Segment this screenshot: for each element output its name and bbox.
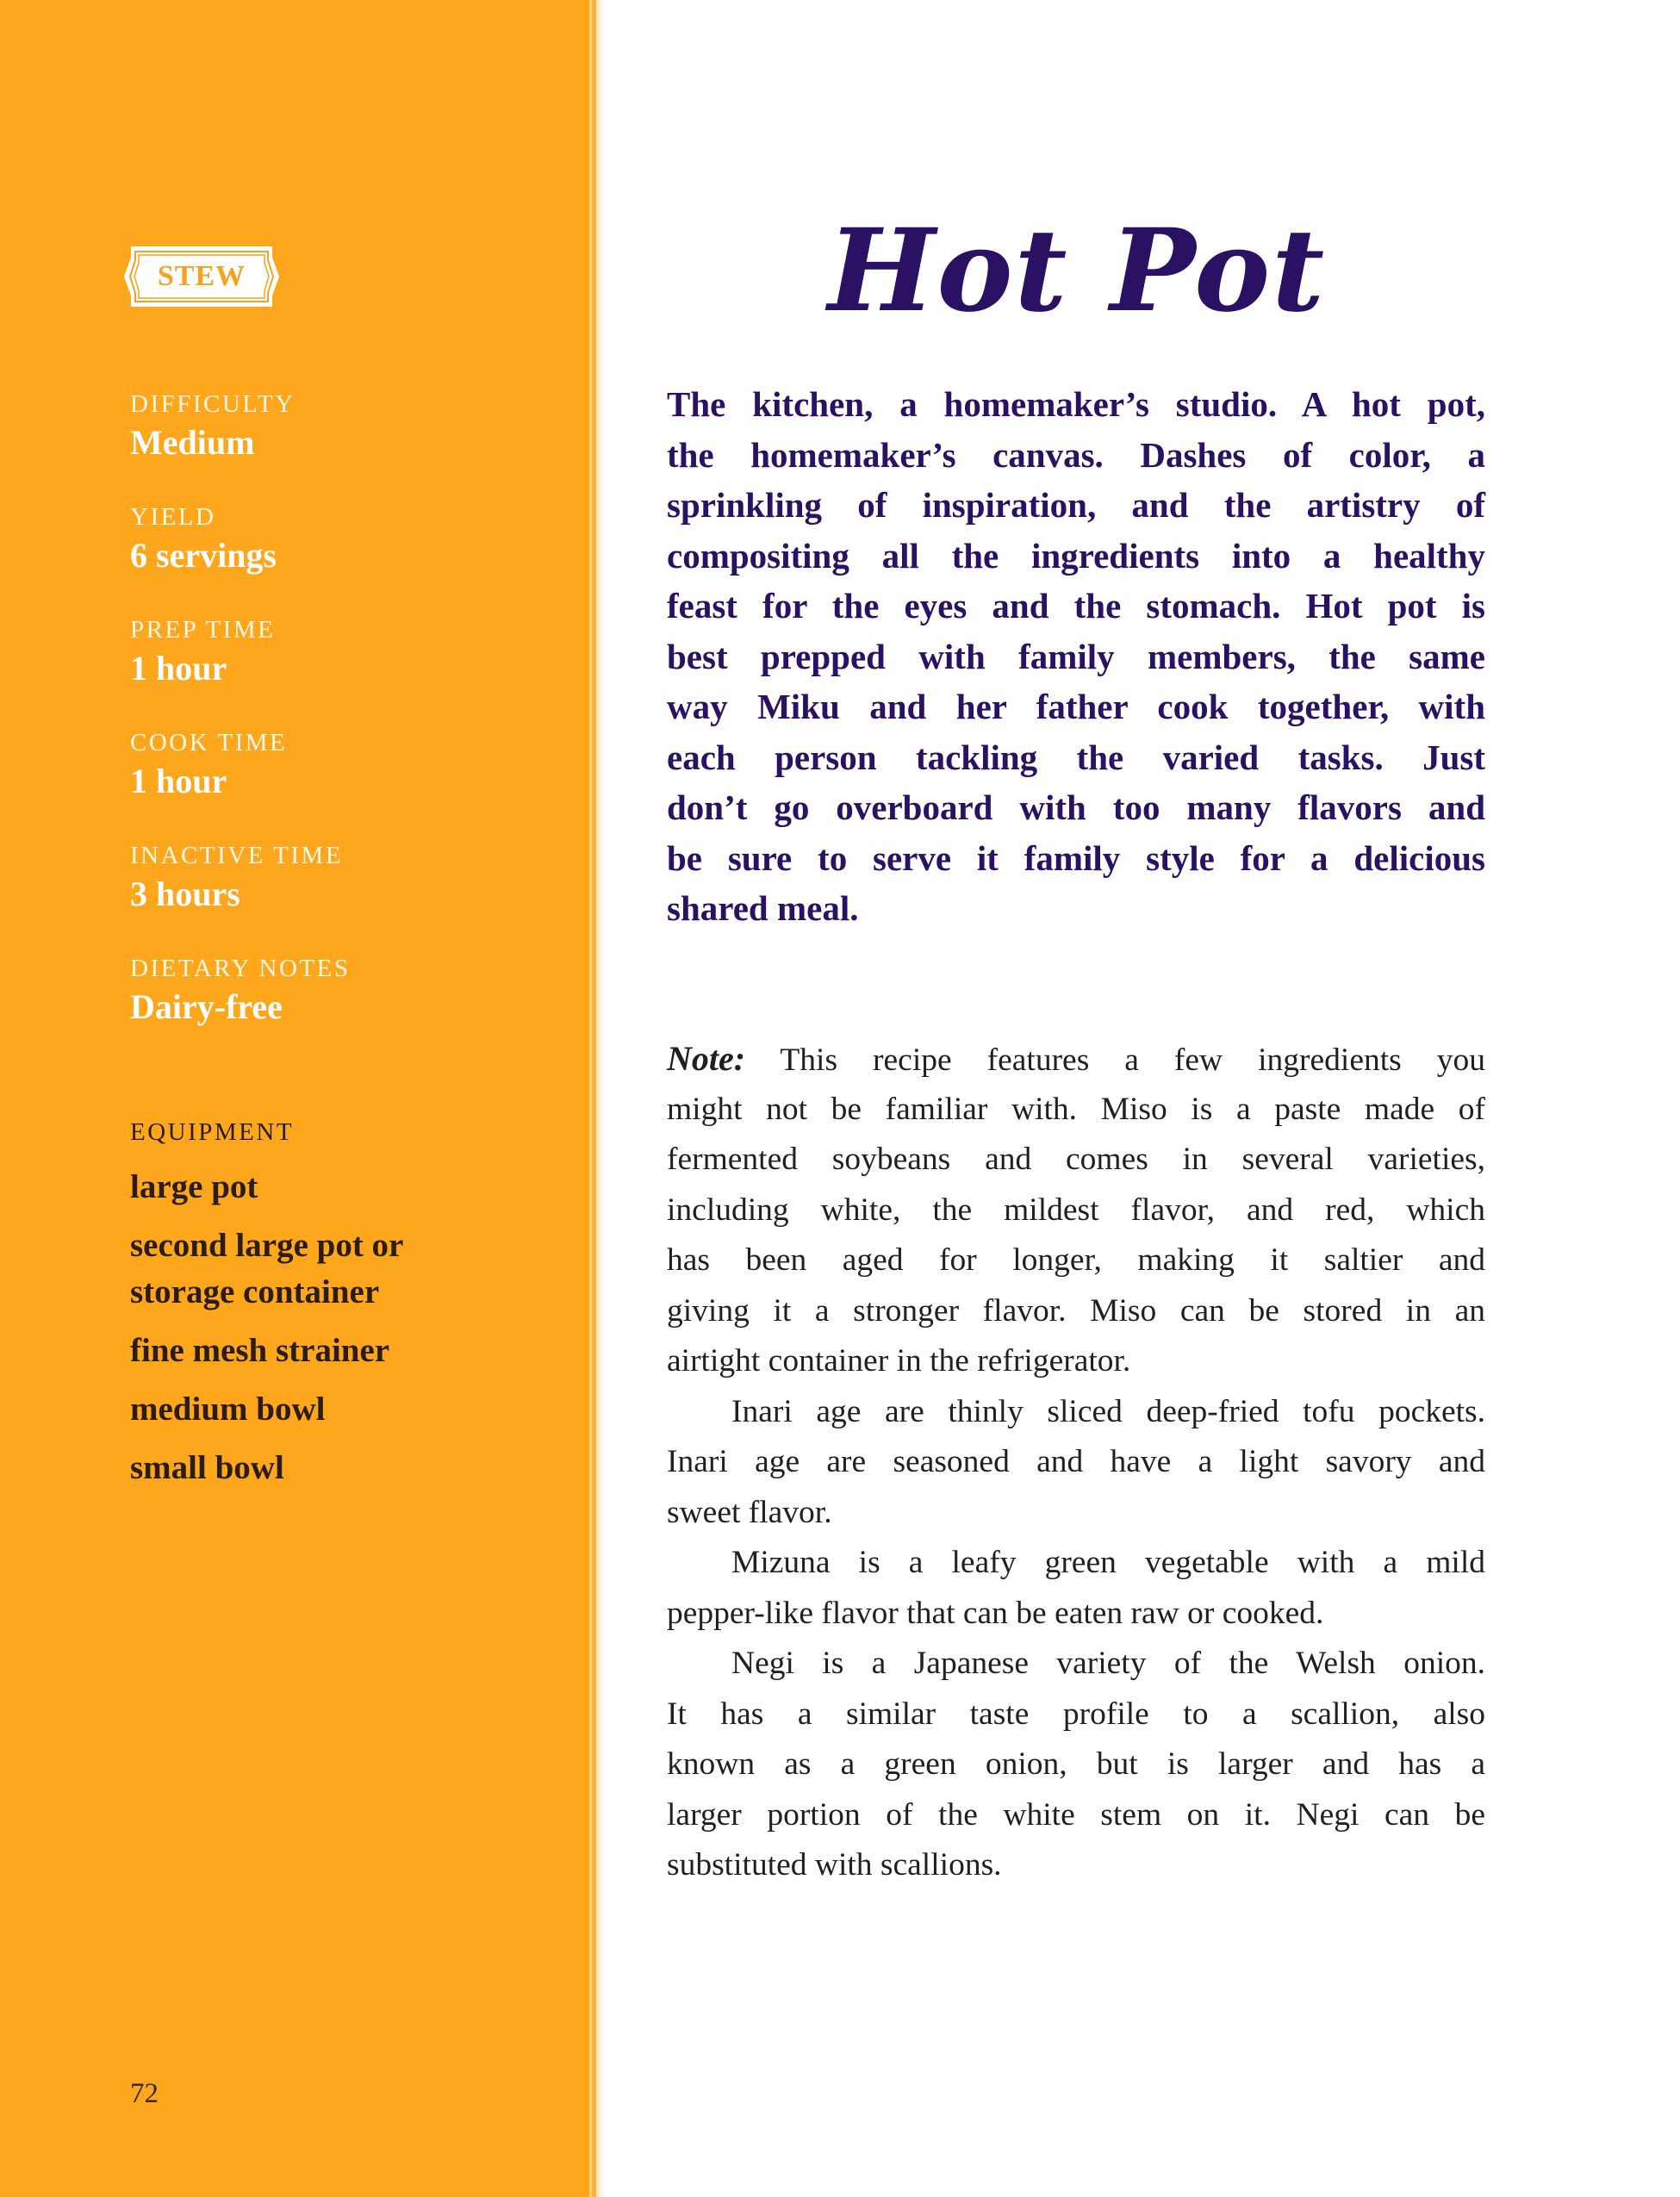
stat-label: PREP TIME <box>130 616 276 644</box>
intro-paragraph <box>667 379 1485 934</box>
badge-label: STEW <box>157 260 246 292</box>
note-line: Mizuna is a leafy green vegetable with a mild <box>731 1545 1485 1580</box>
stat-value: Medium <box>130 423 255 462</box>
intro-line: best prepped with family members, the same <box>667 636 1485 676</box>
intro-line: each person tackling the varied tasks. Just <box>667 737 1485 777</box>
intro-line: sprinkling of inspiration, and the artistry of <box>667 485 1485 525</box>
note-line: has been aged for longer, making it saltier and <box>667 1242 1485 1278</box>
stat-inactive-time <box>130 841 350 954</box>
note-line: pepper-like flavor that can be eaten raw or cooked. <box>667 1595 1324 1631</box>
stat-dietary-notes <box>130 954 350 1067</box>
note-line: Inari age are thinly sliced deep-fried tofu pockets. <box>731 1393 1485 1429</box>
sidebar-panel <box>0 0 589 2197</box>
equipment-section <box>130 1117 509 1503</box>
note-line: might not be familiar with. Miso is a paste made of <box>667 1091 1485 1127</box>
stat-difficulty <box>130 389 350 502</box>
note-line: larger portion of the white stem on it. Negi can be <box>667 1796 1485 1833</box>
category-badge <box>123 246 280 308</box>
page-number: 72 <box>130 2078 159 2109</box>
note-line: It has a similar taste profile to a scallion, also <box>667 1696 1485 1732</box>
stat-cook-time <box>130 728 350 841</box>
equipment-item: large pot <box>130 1168 258 1205</box>
note-line: fermented soybeans and comes in several varieties, <box>667 1142 1485 1177</box>
stat-value: 6 servings <box>130 536 277 575</box>
stat-value: 1 hour <box>130 762 227 800</box>
stat-label: INACTIVE TIME <box>130 842 344 869</box>
note-section <box>667 1034 1485 1891</box>
note-line: Inari age are seasoned and have a light savory and <box>667 1444 1485 1479</box>
intro-line: the homemaker’s canvas. Dashes of color, a <box>667 434 1485 475</box>
sidebar-edge-fade <box>596 0 605 2197</box>
note-line: including white, the mildest flavor, and red, which <box>667 1192 1485 1228</box>
note-line: airtight container in the refrigerator. <box>667 1343 1131 1379</box>
intro-line: The kitchen, a homemaker’s studio. A hot pot, <box>667 384 1485 424</box>
intro-line: be sure to serve it family style for a delicious <box>667 837 1485 878</box>
stat-label: COOK TIME <box>130 729 288 756</box>
note-line: sweet flavor. <box>667 1494 832 1530</box>
note-lead: Note: <box>667 1039 746 1078</box>
intro-line: compositing all the ingredients into a healthy <box>667 535 1485 576</box>
note-line: known as a green onion, but is larger and has a <box>667 1746 1485 1782</box>
note-first-line <box>667 1034 1485 1085</box>
stat-prep-time <box>130 615 350 728</box>
intro-line: don’t go overboard with too many flavors and <box>667 787 1485 827</box>
stat-label: DIETARY NOTES <box>130 955 351 982</box>
note-line: This recipe features a few ingredients you <box>745 1042 1485 1078</box>
equipment-item: medium bowl <box>130 1391 326 1428</box>
intro-line: feast for the eyes and the stomach. Hot pot is <box>667 586 1485 625</box>
stat-label: DIFFICULTY <box>130 390 296 418</box>
equipment-item: small bowl <box>130 1449 284 1486</box>
equipment-item: fine mesh strainer <box>130 1332 390 1369</box>
stat-yield <box>130 502 350 615</box>
intro-line: shared meal. <box>667 888 859 928</box>
equipment-label: EQUIPMENT <box>130 1118 295 1146</box>
note-line: substituted with scallions. <box>667 1847 1002 1883</box>
note-line: Negi is a Japanese variety of the Welsh onion. <box>731 1646 1485 1681</box>
recipe-stats <box>130 389 350 1067</box>
recipe-title <box>827 202 1327 340</box>
stat-label: YIELD <box>130 503 216 531</box>
equipment-list <box>130 1164 509 1491</box>
stat-value: 3 hours <box>130 874 240 913</box>
stat-value: 1 hour <box>130 649 227 688</box>
note-line: giving it a stronger flavor. Miso can be stored in an <box>667 1292 1485 1329</box>
equipment-item: second large pot or storage container <box>130 1227 403 1310</box>
intro-line: way Miku and her father cook together, with <box>667 687 1485 726</box>
stat-value: Dairy-free <box>130 987 283 1026</box>
title-text: Hot Pot <box>827 204 1327 338</box>
